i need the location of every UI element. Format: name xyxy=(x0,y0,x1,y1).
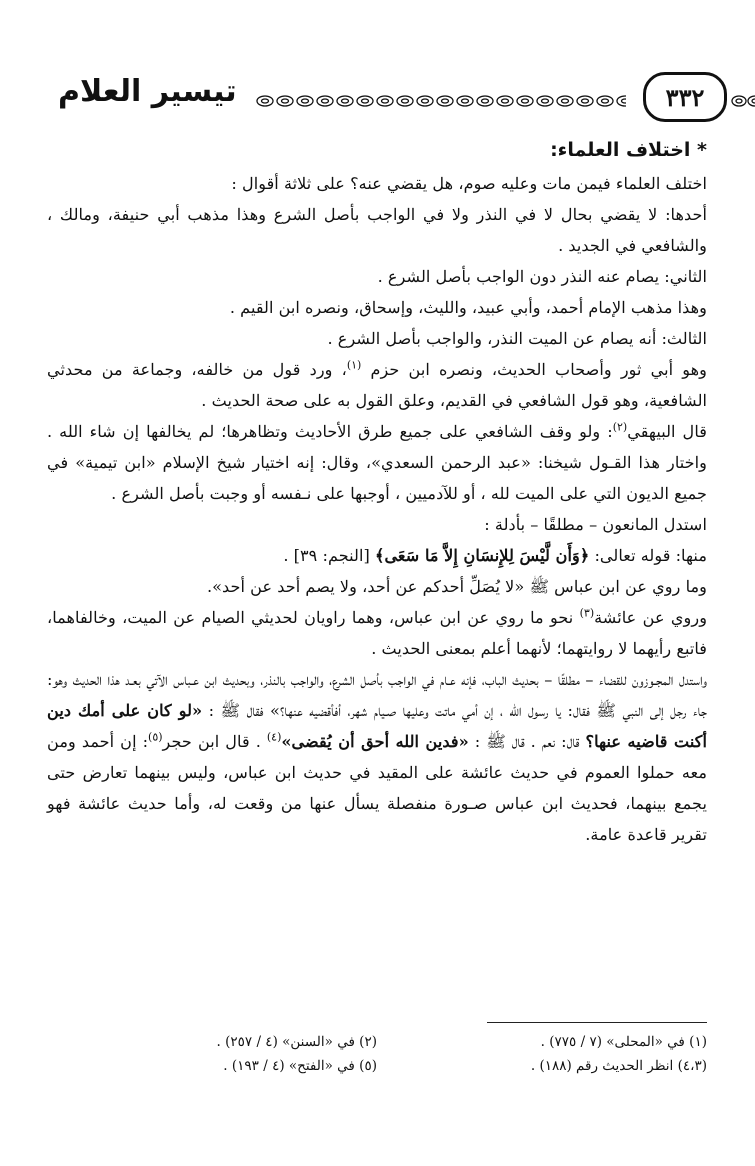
text-span: وهو أبي ثور وأصحاب الحديث، ونصره ابن حزم xyxy=(361,360,707,379)
paragraph-intro: اختلف العلماء فيمن مات وعليه صوم، هل يقضي عنه؟ على ثلاثة أقوال : xyxy=(231,174,707,193)
text-span: قال: نعم . قال ﷺ : xyxy=(468,732,586,751)
text-span: وروي عن عائشة xyxy=(594,608,708,627)
text-span: : إن أحمد ومن معه حملوا العموم في حديث عائشة على المقيد في حديث ابن عباس، وليس بينهما تعارض حتى يجمع بينهما، فحديث ابن عباس صـورة منفصلة يسأل عنها من وقعت له، وأما حديث عائشة فهو تقرير قاعدة عامة. xyxy=(47,732,707,844)
page-number-badge xyxy=(643,72,727,122)
header-ornament-short xyxy=(731,94,755,108)
footnote-ref: (٣) xyxy=(579,606,595,620)
main-text xyxy=(47,135,707,850)
verse-reference: [النجم: ٣٩] . xyxy=(283,546,375,565)
page-number: ٣٣٢ xyxy=(665,82,705,112)
text-span: نحو ما روي عن ابن عباس، وهما راويان لحديثي الصيام عن الميت، وخالفاهما، فاتبع رأيهما لا روايتهما؛ لأنهما أعلم بمعنى الحديث . xyxy=(47,608,707,658)
footnote-row xyxy=(47,1030,707,1054)
text-span: : ولو وقف الشافعي على جميع طرق الأحاديث وتظاهرها؛ لم يخالفها إن شاء الله . واختار هذا القـول شيخنا: «عبد الرحمن السعدي»، وقال: إنه اختيار شيخ الإسلام «ابن تيمية» في جميع الديون التي على الميت لله ، أو للآدميين ، أوجبها على نـفسه أو وجبت بأصل الشرع . xyxy=(47,422,707,503)
footnote-ref: (٤) xyxy=(266,730,282,744)
text-span: منها: قوله تعالى: xyxy=(589,546,707,565)
paragraph-maniun: استدل المانعون – مطلقًا – بأدلة : xyxy=(484,515,707,534)
footnote-divider xyxy=(487,1022,707,1023)
footnote-5: (٥) في «الفتح» (٤ / ١٩٣) . xyxy=(223,1058,377,1074)
paragraph-ahmad-madhhab: وهذا مذهب الإمام أحمد، وأبي عبيد، والليث، وإسحاق، ونصره ابن القيم . xyxy=(229,298,707,317)
paragraph-quran-verse xyxy=(47,540,707,571)
paragraph-aisha xyxy=(47,602,707,664)
hadith-quote: «لو كان على أمك دين أكنت قاضيه عنها؟ xyxy=(47,701,707,751)
paragraph-abu-thawr xyxy=(47,354,707,416)
footnote-3-4: (٤،٣) انظر الحديث رقم (١٨٨) . xyxy=(530,1058,707,1074)
paragraph-mujizun xyxy=(47,664,707,850)
paragraph-third-opinion: الثالث: أنه يصام عن الميت النذر، والواجب بأصل الشرع . xyxy=(327,329,707,348)
footnotes xyxy=(47,1030,707,1078)
paragraph-second-opinion: الثاني: يصام عنه النذر دون الواجب بأصل الشرع . xyxy=(377,267,707,286)
section-heading: * اختلاف العلماء: xyxy=(550,139,707,161)
text-span: واستدل المجـوزون للقضاء – مطلقًا – بحديث الباب، فإنه عـام في الواجب بأصل الشرع، والواجب بالنذر، وبحديث ابن عـباس الآتي بعـد هذا الحديث وهو: جاء رجل إلى النبي ﷺ فقال: يا رسول الله ، إن أمي ماتت وعليها صـيام شهر، أفأقضيه عنها؟» فقال ﷺ : xyxy=(47,670,708,720)
footnote-ref: (٢) xyxy=(612,420,628,434)
page-header xyxy=(58,68,707,124)
footnote-2: (٢) في «السنن» (٤ / ٢٥٧) . xyxy=(216,1034,377,1050)
paragraph-first-opinion: أحدها: لا يقضي بحال لا في النذر ولا في الواجب بأصل الشرع وهذا مذهب أبي حنيفة، ومالك ، والشافعي في الجديد . xyxy=(47,205,707,255)
footnote-ref: (١) xyxy=(346,358,362,372)
book-title: تيسير العلام xyxy=(58,74,237,109)
hadith-quote: «فدين الله أحق أن يُقضى» xyxy=(281,732,469,751)
paragraph-ibn-abbas: وما روي عن ابن عباس ﷺ «لا يُصَلِّ أحدكم عن أحد، ولا يصم أحد عن أحد». xyxy=(206,577,707,596)
text-span: ، ورد قول من خالفه، وجماعة من محدثي الشافعية، وهو قول الشافعي في القديم، وعلق القول به على صحة الحديث . xyxy=(47,360,707,410)
footnote-row xyxy=(47,1054,707,1078)
quran-verse: ﴿وَأَن لَّيْسَ لِلإِنسَانِ إِلاَّ مَا سَعَى﴾ xyxy=(374,546,590,565)
footnote-ref: (٥) xyxy=(148,730,163,744)
footnote-1: (١) في «المحلى» (٧ / ٧٧٥) . xyxy=(540,1034,707,1050)
text-span: قال البيهقي xyxy=(627,422,707,441)
text-span: . قال ابن حجر xyxy=(162,732,267,751)
header-ornament-chain xyxy=(256,94,626,108)
paragraph-bayhaqi xyxy=(47,416,707,509)
